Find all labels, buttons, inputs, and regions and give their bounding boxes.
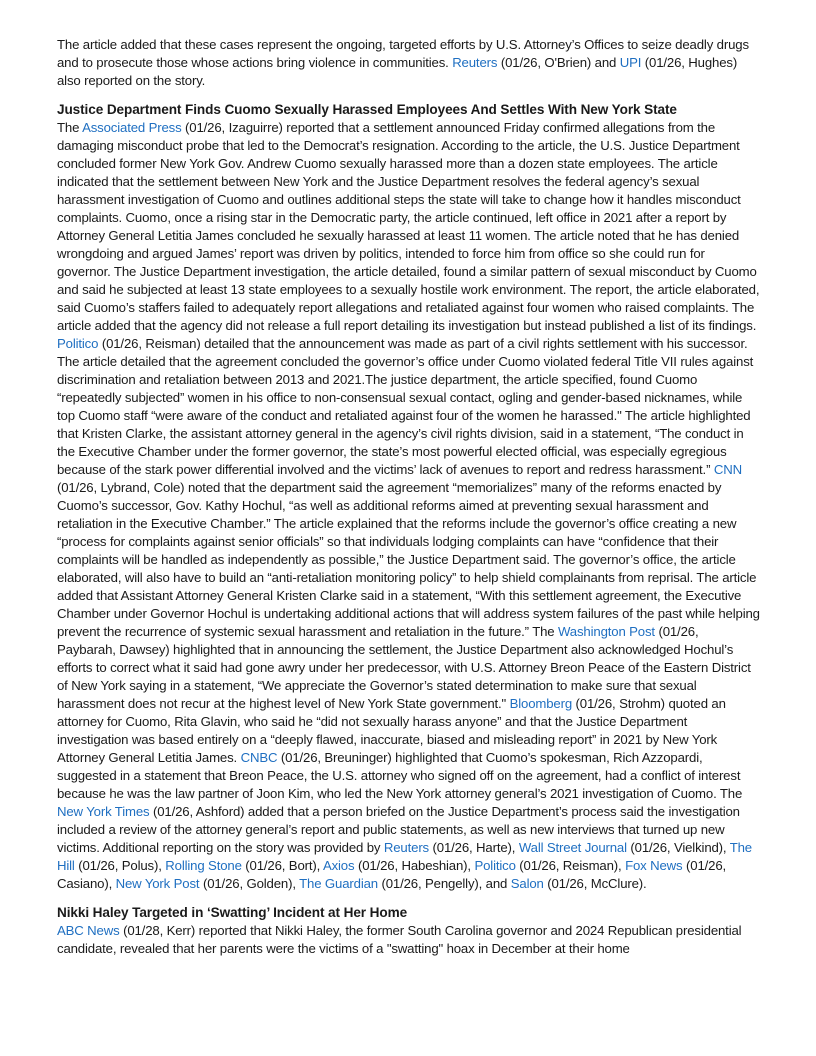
body-text: (01/26, Izaguirre) reported that a settlement announced Friday confirmed allegations from the damaging misconduct probe that led to the Democrat’s resignation. According to the article, the U.S. Justice Department concluded former New York Gov. Andrew Cuomo sexually harassed more than a dozen state employees. The article indicated that the settlement between New York and the Justice Department resolves the federal agency’s sexual harassment investigation of Cuomo and outlines additional steps the state will take to change how it handles misconduct complaints. Cuomo, once a rising star in the Democratic party, the article continued, left office in 2021 after a report by Attorney General Letitia James concluded he sexually harassed at least 11 women. The article noted that he has denied wrongdoing and argued James’ report was driven by politics, intended to force him from office so she could run for governor. The Justice Department investigation, the article detailed, found a similar pattern of sexual misconduct by Cuomo and said he subjected at least 13 state employees to a sexually hostile work environment. The report, the article elaborated, said Cuomo’s staffers failed to adequately report allegations and retaliated against four women who raised complaints. The article added that the agency did not release a full report detailing its investigation but instead published a list of its findings. [57,120,760,333]
body-text: (01/26, Harte), [429,840,519,855]
body-text: (01/26, O'Brien) and [497,55,620,70]
body-text: (01/26, Breuninger) highlighted that Cuomo’s spokesman, Rich Azzopardi, suggested in a statement that Breon Peace, the U.S. attorney who signed off on the agreement, had a conflict of interest because he was the law partner of Joon Kim, who led the New York attorney general’s 2021 investigation of Cuomo. The [57,750,743,801]
fox-news-link[interactable]: Fox News [625,858,683,873]
bloomberg-link[interactable]: Bloomberg [509,696,573,711]
haley-paragraph [57,922,760,958]
the-guardian-link[interactable]: The Guardian [299,876,378,891]
abc-news-link[interactable]: ABC News [57,923,120,938]
body-text: (01/26, Casiano), [57,858,727,891]
new-york-post-link[interactable]: New York Post [115,876,200,891]
body-text: (01/26, Reisman) detailed that the announcement was made as part of a civil rights settlement with his successor. The article detailed that the agreement concluded the governor’s office under Cuomo violated federal Title VII rules against discrimination and retaliation between 2013 and 2021.The justice department, the article specified, found Cuomo “repeatedly subjected” women in his office to non-consensual sexual contact, ogling and gender-based nicknames, while top Cuomo staff “were aware of the conduct and retaliated against four of the women he harassed." The article highlighted that Kristen Clarke, the assistant attorney general in the agency’s civil rights division, said in a statement, “The conduct in the Executive Chamber under the former governor, the state’s most powerful elected official, was especially egregious because of the stark power differential involved and the victims’ lack of avenues to report and redress harassment.” [57,336,754,477]
body-text: (01/26, Lybrand, Cole) noted that the department said the agreement “memorializes” many of the reforms enacted by Cuomo’s successor, Gov. Kathy Hochul, “as well as additional reforms aimed at preventing sexual harassment and retaliation in the Executive Chamber.” The article explained that the reforms include the governor’s office creating a new “process for complaints against senior officials” so that individuals lodging complaints can have “confidence that their complaints will be handled as independently as possible,” the Justice Department said. The governor’s office, the article elaborated, will also have to build an “anti-retaliation monitoring policy” to help shield complainants from reprisal. The article added that Assistant Attorney General Kristen Clarke said in a statement, “With this settlement agreement, the Executive Chamber under Governor Hochul is undertaking additional actions that will address system failures of the past while helping prevent the recurrence of systemic sexual harassment and retaliation in the future.” The [57,480,760,639]
body-text: (01/26, McClure). [543,876,647,891]
body-text: The [57,120,83,135]
document-page [57,36,760,958]
cuomo-paragraph [57,119,760,893]
cnn-link[interactable]: CNN [713,462,742,477]
axios-link[interactable]: Axios [322,858,355,873]
body-text: (01/26, Habeshian), [354,858,475,873]
washington-post-link[interactable]: Washington Post [557,624,655,639]
body-text: (01/26, Vielkind), [626,840,730,855]
cnbc-link[interactable]: CNBC [240,750,278,765]
body-text: (01/26, Bort), [241,858,323,873]
body-text: (01/26, Paybarah, Dawsey) highlighted that in announcing the settlement, the Justice Department also acknowledged Hochul’s efforts to correct what it said had gone awry under her predecessor, with U.S. Attorney Breon Peace of the Eastern District of New York saying in a statement, “We appreciate the Governor’s stated determination to make sure that sexual harassment does not recur at the highest level of New York State government." [57,624,751,711]
politico-link[interactable]: Politico [474,858,516,873]
body-text: (01/26, Strohm) quoted an attorney for Cuomo, Rita Glavin, who said he “did not sexually harass anyone” and that the Justice Department investigation was based entirely on a “deeply flawed, inaccurate, biased and misleading report” in 2021 by New York Attorney General Letitia James. [57,696,726,765]
body-text: (01/26, Pengelly), and [377,876,511,891]
politico-link[interactable]: Politico [57,336,99,351]
reuters-link[interactable]: Reuters [383,840,430,855]
salon-link[interactable]: Salon [510,876,544,891]
body-text: (01/26, Golden), [199,876,300,891]
body-text: The article added that these cases represent the ongoing, targeted efforts by U.S. Attorney’s Offices to seize deadly drugs and to prosecute those whose actions bring violence in communities. [57,37,749,70]
cuomo-heading: Justice Department Finds Cuomo Sexually Harassed Employees And Settles With New York State [57,102,677,117]
wall-street-journal-link[interactable]: Wall Street Journal [518,840,627,855]
intro-paragraph [57,36,760,90]
body-text: (01/28, Kerr) reported that Nikki Haley, the former South Carolina governor and 2024 Republican presidential candidate, revealed that her parents were the victims of a "swatting" hoax in December at their home [57,923,742,956]
body-text: (01/26, Reisman), [515,858,626,873]
haley-heading: Nikki Haley Targeted in ‘Swatting’ Incident at Her Home [57,905,408,920]
new-york-times-link[interactable]: New York Times [57,804,150,819]
associated-press-link[interactable]: Associated Press [82,120,182,135]
the-hill-link[interactable]: The Hill [57,840,752,873]
body-text: (01/26, Ashford) added that a person briefed on the Justice Department’s process said the investigation included a review of the attorney general’s report and public statements, as well as new interviews that turned up new victims. Additional reporting on the story was provided by [57,804,740,855]
body-text: (01/26, Hughes) also reported on the story. [57,55,738,88]
rolling-stone-link[interactable]: Rolling Stone [165,858,242,873]
reuters-link[interactable]: Reuters [452,55,498,70]
body-text: (01/26, Polus), [74,858,166,873]
upi-link[interactable]: UPI [619,55,642,70]
